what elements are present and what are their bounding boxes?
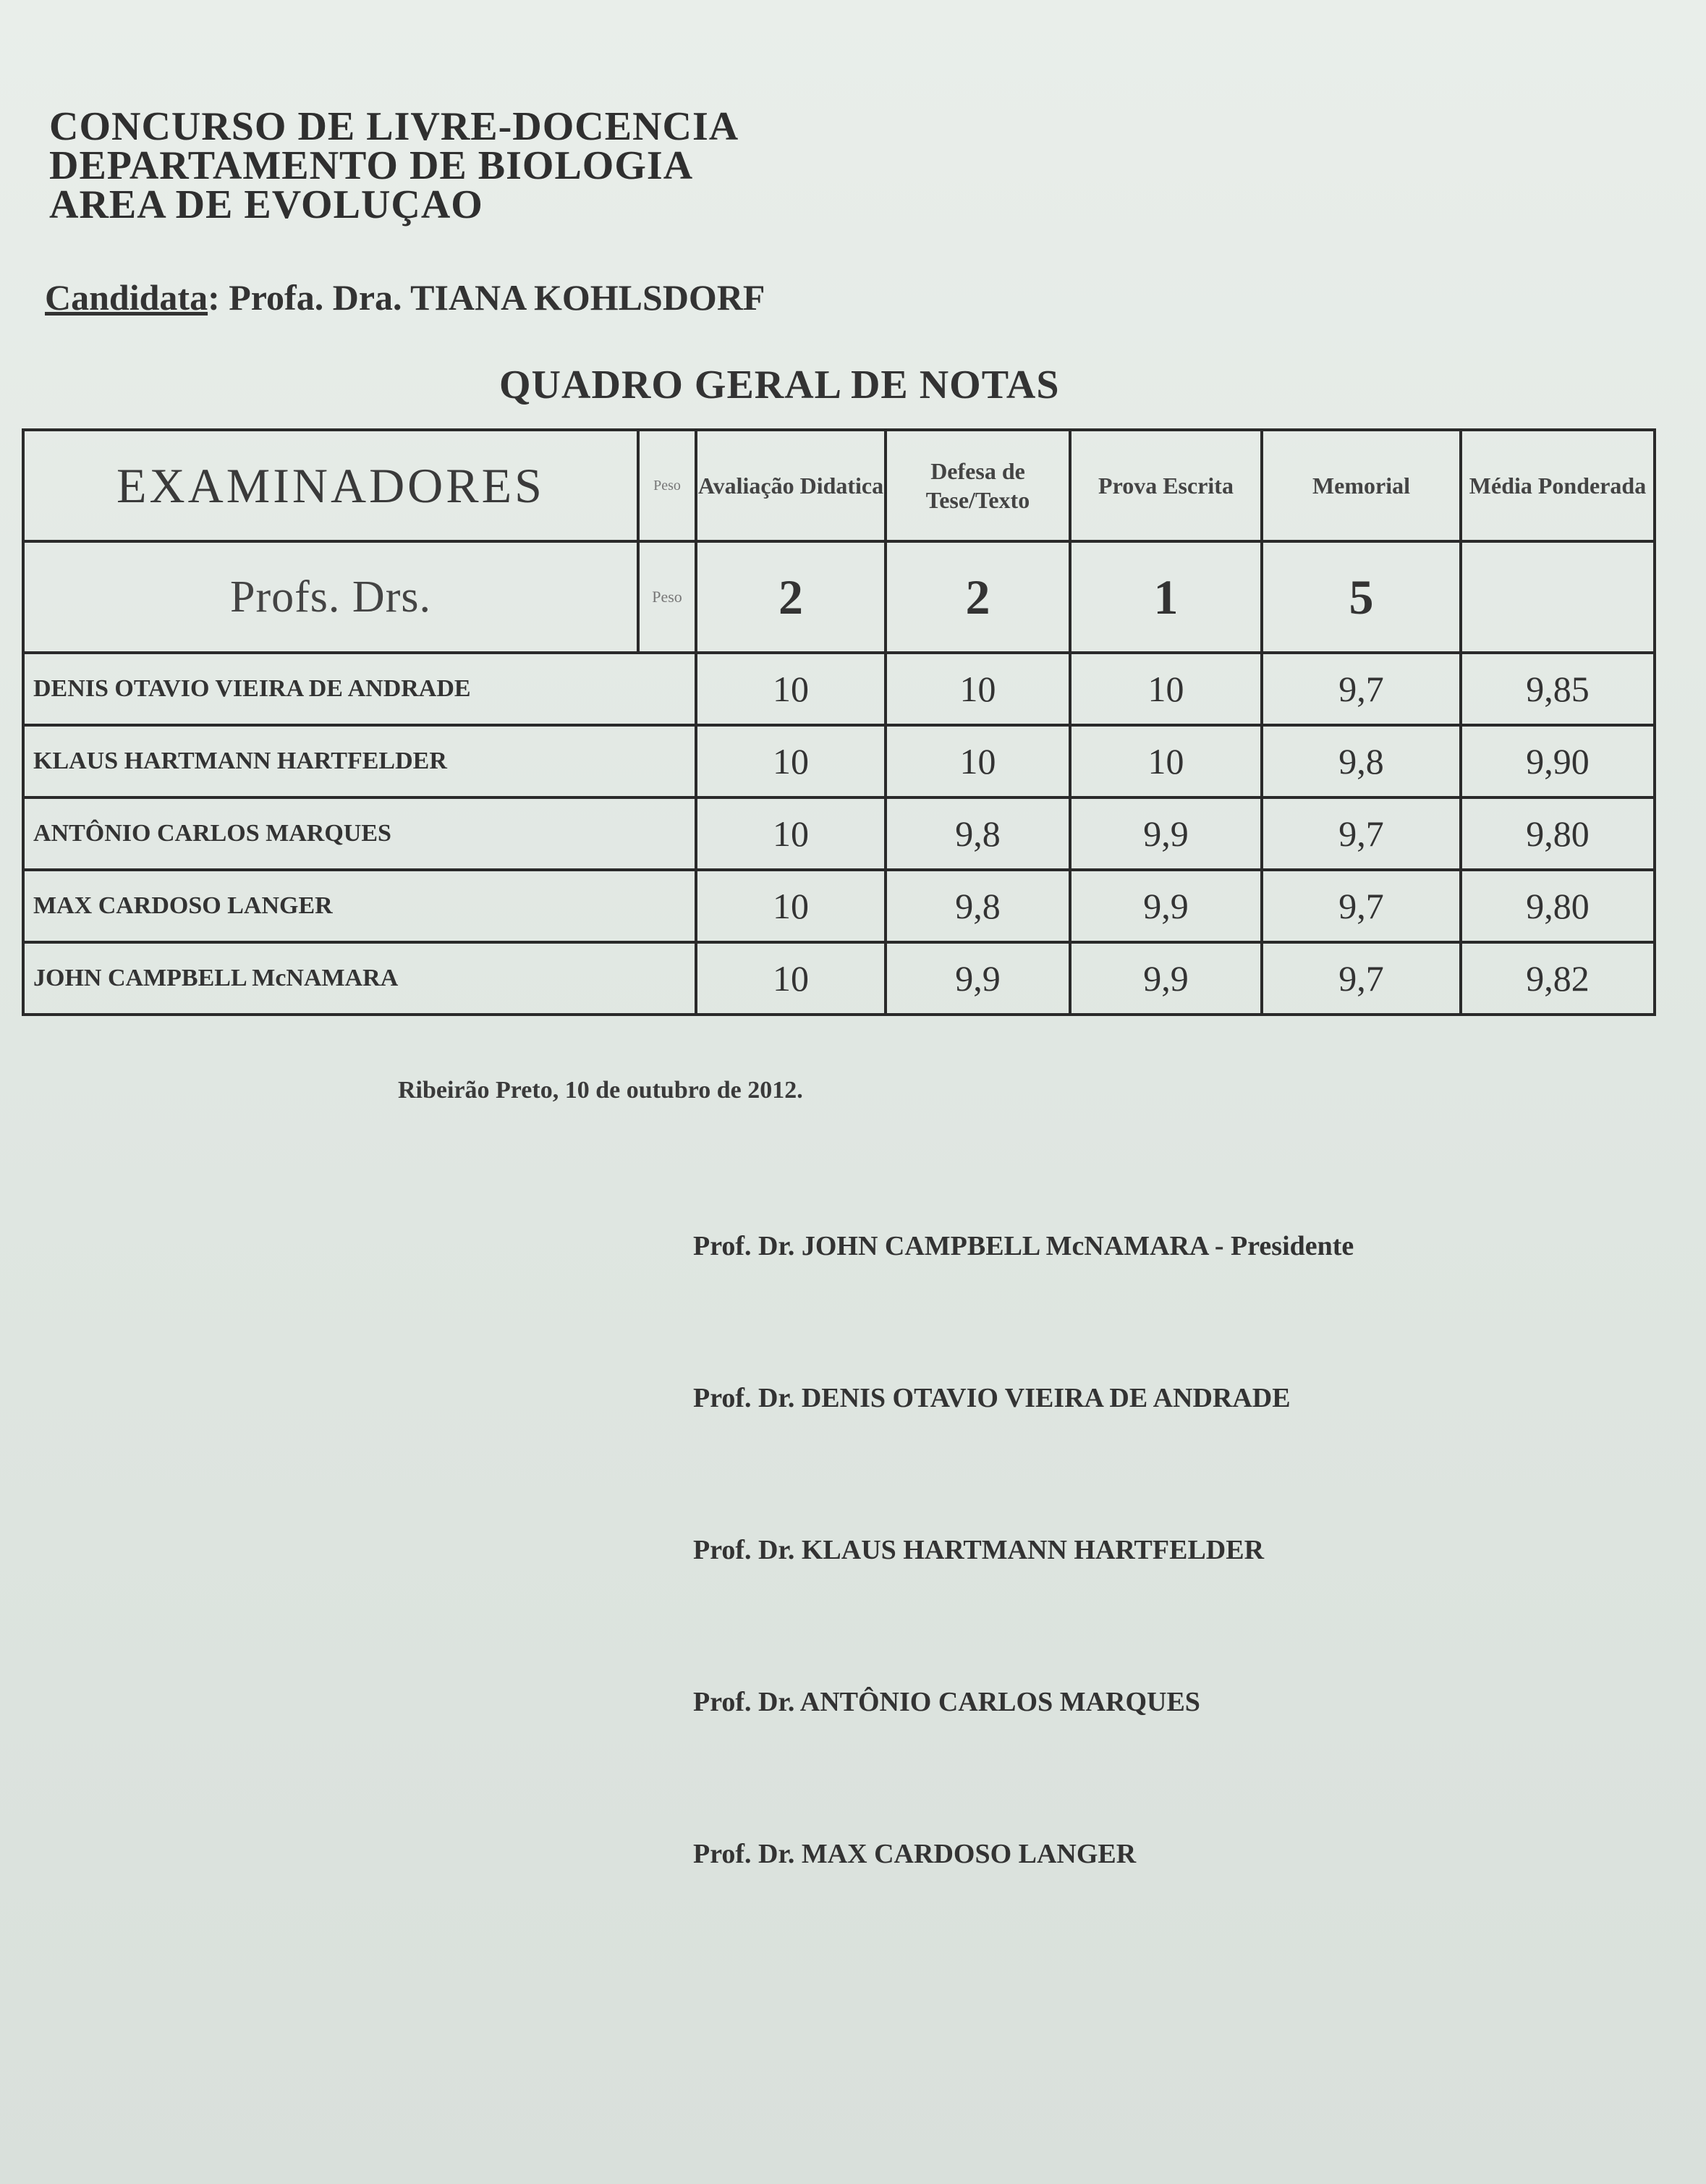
signature-line: Prof. Dr. JOHN CAMPBELL McNAMARA - Presidente xyxy=(693,1231,1354,1261)
header-line-3: AREA DE EVOLUÇAO xyxy=(49,182,483,227)
weighted-average-cell: 9,80 xyxy=(1461,797,1655,870)
weighted-average-cell: 9,82 xyxy=(1461,942,1655,1015)
candidate-line xyxy=(45,276,765,318)
header-line-2: DEPARTAMENTO DE BIOLOGIA xyxy=(49,143,694,188)
examiner-name: JOHN CAMPBELL McNAMARA xyxy=(23,942,696,1015)
peso-cell: Peso xyxy=(638,541,696,653)
column-header: Avaliação Didatica xyxy=(696,430,886,541)
examiner-name: KLAUS HARTMANN HARTFELDER xyxy=(23,725,696,797)
document-title: QUADRO GERAL DE NOTAS xyxy=(499,363,1060,407)
weight-cell: 2 xyxy=(886,541,1070,653)
score-cell: 10 xyxy=(886,653,1070,725)
column-header: Defesa de Tese/Texto xyxy=(886,430,1070,541)
signature-line: Prof. Dr. DENIS OTAVIO VIEIRA DE ANDRADE xyxy=(693,1383,1291,1413)
column-header: Memorial xyxy=(1262,430,1461,541)
profs-label: Profs. Drs. xyxy=(23,541,638,653)
score-cell: 10 xyxy=(1070,725,1262,797)
column-header: Média Ponderada xyxy=(1461,430,1655,541)
document-header xyxy=(49,104,739,227)
table-header-row xyxy=(23,430,1655,541)
score-cell: 10 xyxy=(1070,653,1262,725)
score-cell: 10 xyxy=(886,725,1070,797)
table-row xyxy=(23,942,1655,1015)
score-cell: 9,9 xyxy=(886,942,1070,1015)
weighted-average-cell: 9,80 xyxy=(1461,870,1655,942)
weighted-average-cell: 9,90 xyxy=(1461,725,1655,797)
examiner-name: ANTÔNIO CARLOS MARQUES xyxy=(23,797,696,870)
score-cell: 9,7 xyxy=(1262,942,1461,1015)
signature-line: Prof. Dr. KLAUS HARTMANN HARTFELDER xyxy=(693,1535,1265,1565)
score-cell: 9,9 xyxy=(1070,870,1262,942)
examiners-header: EXAMINADORES xyxy=(23,430,638,541)
score-cell: 10 xyxy=(696,797,886,870)
score-cell: 9,9 xyxy=(1070,797,1262,870)
score-cell: 9,9 xyxy=(1070,942,1262,1015)
grades-table xyxy=(22,428,1656,1016)
peso-header: Peso xyxy=(638,430,696,541)
score-cell: 9,8 xyxy=(886,797,1070,870)
score-cell: 9,8 xyxy=(886,870,1070,942)
score-cell: 10 xyxy=(696,942,886,1015)
table-row xyxy=(23,870,1655,942)
score-cell: 9,7 xyxy=(1262,870,1461,942)
table-row xyxy=(23,797,1655,870)
table-row xyxy=(23,725,1655,797)
weight-cell xyxy=(1461,541,1655,653)
weights-row xyxy=(23,541,1655,653)
weight-cell: 5 xyxy=(1262,541,1461,653)
column-header: Prova Escrita xyxy=(1070,430,1262,541)
table-row xyxy=(23,653,1655,725)
examiner-name: MAX CARDOSO LANGER xyxy=(23,870,696,942)
signature-list xyxy=(693,1230,1354,1990)
score-cell: 9,7 xyxy=(1262,797,1461,870)
score-cell: 9,8 xyxy=(1262,725,1461,797)
examiner-name: DENIS OTAVIO VIEIRA DE ANDRADE xyxy=(23,653,696,725)
signature-line: Prof. Dr. MAX CARDOSO LANGER xyxy=(693,1839,1137,1869)
score-cell: 10 xyxy=(696,725,886,797)
signature-line: Prof. Dr. ANTÔNIO CARLOS MARQUES xyxy=(693,1687,1200,1717)
weight-cell: 1 xyxy=(1070,541,1262,653)
score-cell: 10 xyxy=(696,870,886,942)
score-cell: 10 xyxy=(696,653,886,725)
place-date: Ribeirão Preto, 10 de outubro de 2012. xyxy=(398,1077,803,1104)
candidate-name: : Profa. Dra. TIANA KOHLSDORF xyxy=(208,277,765,318)
weighted-average-cell: 9,85 xyxy=(1461,653,1655,725)
score-cell: 9,7 xyxy=(1262,653,1461,725)
candidate-label: Candidata xyxy=(45,277,208,318)
header-line-1: CONCURSO DE LIVRE-DOCENCIA xyxy=(49,104,739,149)
weight-cell: 2 xyxy=(696,541,886,653)
